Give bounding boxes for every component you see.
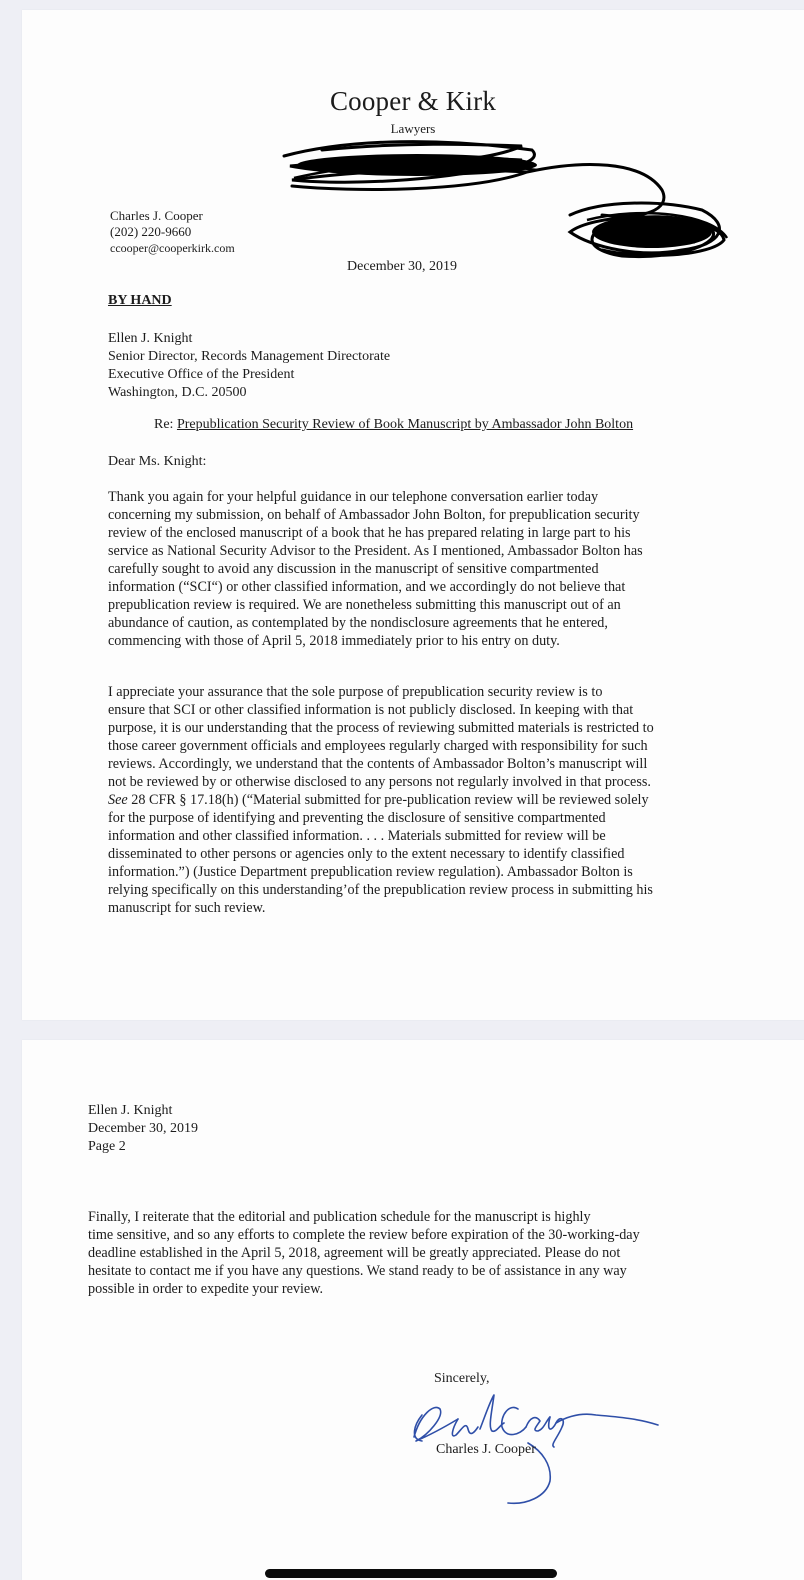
subject-prefix: Re: xyxy=(154,417,177,432)
recipient-address xyxy=(108,330,390,402)
sender-name: Charles J. Cooper xyxy=(110,208,203,223)
recipient-city: Washington, D.C. 20500 xyxy=(108,385,247,400)
subject-line xyxy=(154,417,633,433)
body-paragraph-2 xyxy=(108,683,738,917)
sender-phone: (202) 220-9660 xyxy=(110,224,192,239)
letter-page-1 xyxy=(22,10,804,1020)
sender-block xyxy=(110,208,235,256)
citation-signal: See xyxy=(108,792,128,808)
page-2-date: December 30, 2019 xyxy=(88,1121,199,1136)
home-indicator[interactable] xyxy=(265,1569,557,1578)
salutation: Dear Ms. Knight: xyxy=(108,454,207,469)
page-2-header xyxy=(88,1102,198,1156)
closing: Sincerely, xyxy=(434,1371,490,1386)
firm-name: Cooper & Kirk xyxy=(329,86,497,116)
delivery-method: BY HAND xyxy=(108,293,172,308)
paragraph-2-part-a: I appreciate your assurance that the sole purpose of prepublication security review is to ensure that SCI or other classified information is not publicly disclosed. In keeping with that purpose, it is our understanding that the process of reviewing submitted materials is restricted to those career government officials and employees regularly charged with responsibility for such reviews. Accordingly, we understand that the contents of Ambassador Bolton’s manuscript will not be reviewed by or otherwise disclosed to any persons not regularly involved in that process. xyxy=(108,684,654,790)
firm-subtitle: Lawyers xyxy=(390,121,436,136)
recipient-title: Senior Director, Records Management Directorate xyxy=(108,349,391,364)
page-2-recipient: Ellen J. Knight xyxy=(88,1103,173,1118)
subject-text: Prepublication Security Review of Book Manuscript by Ambassador John Bolton xyxy=(176,417,634,432)
recipient-office: Executive Office of the President xyxy=(108,367,295,382)
page-2-number: Page 2 xyxy=(88,1139,126,1154)
sender-email: ccooper@cooperkirk.com xyxy=(110,241,235,255)
recipient-name: Ellen J. Knight xyxy=(108,331,193,346)
signer-name: Charles J. Cooper xyxy=(436,1442,536,1457)
body-paragraph-1: Thank you again for your helpful guidance in our telephone conversation earlier today concerning my submission, on behalf of Ambassador John Bolton, for prepublication security review of the enclosed manuscript of a book that he has prepared relating in large part to his service as National Security Advisor to the President. As I mentioned, Ambassador Bolton has carefully sought to avoid any discussion in the manuscript of sensitive compartmented information (“SCI“) or other classified information, and we accordingly do not believe that prepublication review is required. We are nonetheless submitting this manuscript out of an abundance of caution, as contemplated by the nondisclosure agreements that he entered, commencing with those of April 5, 2018 immediately prior to his entry on duty. xyxy=(108,489,643,649)
paragraph-2-part-b: 28 CFR § 17.18(h) (“Material submitted for pre-publication review will be reviewed solely for the purpose of identifying and preventing the disclosure of sensitive compartmented information and other classified information. . . . Materials submitted for review will be disseminated to other persons or agencies only to the extent necessary to identify classified information.”) (Justice Department prepublication review regulation). Ambassador Bolton is relying specifically on this understanding’of the prepublication review process in submitting his manuscript for such review. xyxy=(108,792,653,916)
letter-date: December 30, 2019 xyxy=(347,259,458,274)
body-paragraph-3: Finally, I reiterate that the editorial and publication schedule for the manuscript is highly time sensitive, and so any efforts to complete the review before expiration of the 30-working-day deadline established in the April 5, 2018, agreement will be greatly appreciated. Please do not hesitate to contact me if you have any questions. We stand ready to be of assistance in any way possible in order to expedite your review. xyxy=(88,1209,640,1297)
